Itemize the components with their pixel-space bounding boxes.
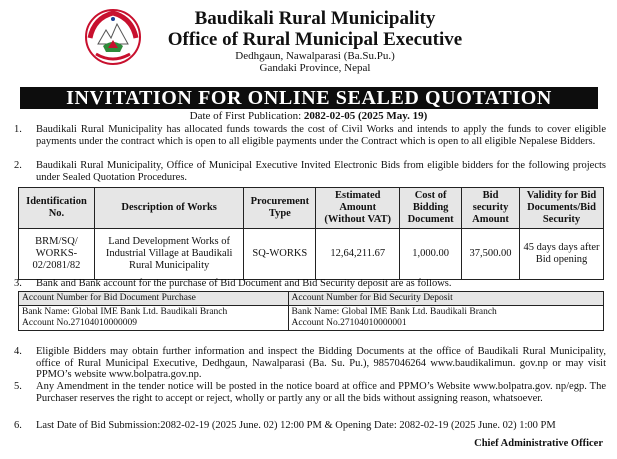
col-procurement-type: Procurement Type bbox=[244, 188, 316, 229]
office-name: Office of Rural Municipal Executive bbox=[167, 29, 463, 50]
purchase-bank-name: Bank Name: Global IME Bank Ltd. Baudikali Branch bbox=[22, 307, 228, 317]
paragraph-number: 3. bbox=[14, 278, 22, 289]
table-header-row bbox=[19, 188, 604, 229]
paragraph-text: Baudikali Rural Municipality, Office of Municipal Executive Invited Electronic Bids from eligible bidders for the following projects under Sealed Quotation Procedures. bbox=[36, 160, 606, 183]
col-cost-bidding-document: Cost of Bidding Document bbox=[400, 188, 462, 229]
paragraph-2 bbox=[14, 160, 606, 183]
paragraph-1 bbox=[14, 124, 606, 147]
deposit-account-number: Account No.27104010000001 bbox=[291, 318, 407, 328]
paragraph-4 bbox=[14, 346, 606, 381]
notice-banner: INVITATION FOR ONLINE SEALED QUOTATION bbox=[20, 87, 598, 109]
col-identification: Identification No. bbox=[19, 188, 95, 229]
cell-validity: 45 days days after Bid opening bbox=[520, 229, 604, 280]
publication-label: Date of First Publication: bbox=[189, 110, 304, 122]
col-description: Description of Works bbox=[94, 188, 243, 229]
municipality-name: Baudikali Rural Municipality bbox=[194, 8, 436, 29]
paragraph-5 bbox=[14, 381, 606, 404]
paragraph-text: Bank and Bank account for the purchase of Bid Document and Bid Security deposit are as follows. bbox=[36, 278, 452, 289]
table-row bbox=[19, 229, 604, 280]
bank-deposit-details bbox=[288, 306, 603, 331]
paragraph-number: 1. bbox=[14, 124, 22, 135]
bank-deposit-header: Account Number for Bid Security Deposit bbox=[288, 292, 603, 306]
bank-purchase-header: Account Number for Bid Document Purchase bbox=[19, 292, 289, 306]
col-validity: Validity for Bid Documents/Bid Security bbox=[520, 188, 604, 229]
purchase-account-number: Account No.27104010000009 bbox=[22, 318, 138, 328]
paragraph-number: 6. bbox=[14, 420, 22, 431]
bank-account-table bbox=[18, 291, 604, 331]
paragraph-text: Eligible Bidders may obtain further information and inspect the Bidding Documents at the office of Baudikali Rural Municipality, office of Rural Municipal Executive, Dedhgaun, Nawalparasi (Ba. Su. Pu.), 9857046264 www.baudikalimun. gov.np or may visit PPMO’s website www.bolpatra.gov.np. bbox=[36, 346, 606, 380]
cell-bid-security: 37,500.00 bbox=[462, 229, 520, 280]
address-line-1: Dedhgaun, Nawalparasi (Ba.Su.Pu.) bbox=[235, 50, 395, 62]
nepal-emblem-icon bbox=[84, 8, 142, 66]
paragraph-text: Baudikali Rural Municipality has allocated funds towards the cost of Civil Works and intends to apply the funds to cover eligible payments under the contract which is open to all eligible payments under the Contract which is open to all eligible Nepalese Bidders. bbox=[36, 124, 606, 147]
cell-description: Land Development Works of Industrial Village at Baudikali Rural Municipality bbox=[94, 229, 243, 280]
cell-cost-bidding-document: 1,000.00 bbox=[400, 229, 462, 280]
cell-procurement-type: SQ-WORKS bbox=[244, 229, 316, 280]
publication-date bbox=[0, 110, 617, 123]
header bbox=[150, 8, 480, 74]
paragraph-text: Any Amendment in the tender notice will be posted in the notice board at office and PPMO’s Website www.bolpatra.gov. np/egp. The Purchaser reserves the right to accept or reject, wholly or partly any or all the bids without assigning reason, whatsoever. bbox=[36, 381, 606, 404]
address-line-2: Gandaki Province, Nepal bbox=[259, 62, 371, 74]
publication-date-value: 2082-02-05 (2025 May. 19) bbox=[303, 110, 428, 122]
col-estimated-amount: Estimated Amount (Without VAT) bbox=[316, 188, 400, 229]
cell-estimated-amount: 12,64,211.67 bbox=[316, 229, 400, 280]
paragraph-number: 5. bbox=[14, 381, 22, 392]
col-bid-security: Bid security Amount bbox=[462, 188, 520, 229]
bank-purchase-details bbox=[19, 306, 289, 331]
paragraph-number: 4. bbox=[14, 346, 22, 357]
signature-title: Chief Administrative Officer bbox=[474, 438, 603, 449]
deposit-bank-name: Bank Name: Global IME Bank Ltd. Baudikali Branch bbox=[291, 307, 497, 317]
works-table bbox=[18, 187, 604, 280]
paragraph-3 bbox=[14, 278, 606, 290]
paragraph-text: Last Date of Bid Submission:2082-02-19 (2025 June. 02) 12:00 PM & Opening Date: 2082-02-19 (2025 June. 02) 1:00 PM bbox=[36, 420, 556, 431]
paragraph-number: 2. bbox=[14, 160, 22, 171]
cell-identification: BRM/SQ/ WORKS- 02/2081/82 bbox=[19, 229, 95, 280]
paragraph-6 bbox=[14, 420, 606, 432]
